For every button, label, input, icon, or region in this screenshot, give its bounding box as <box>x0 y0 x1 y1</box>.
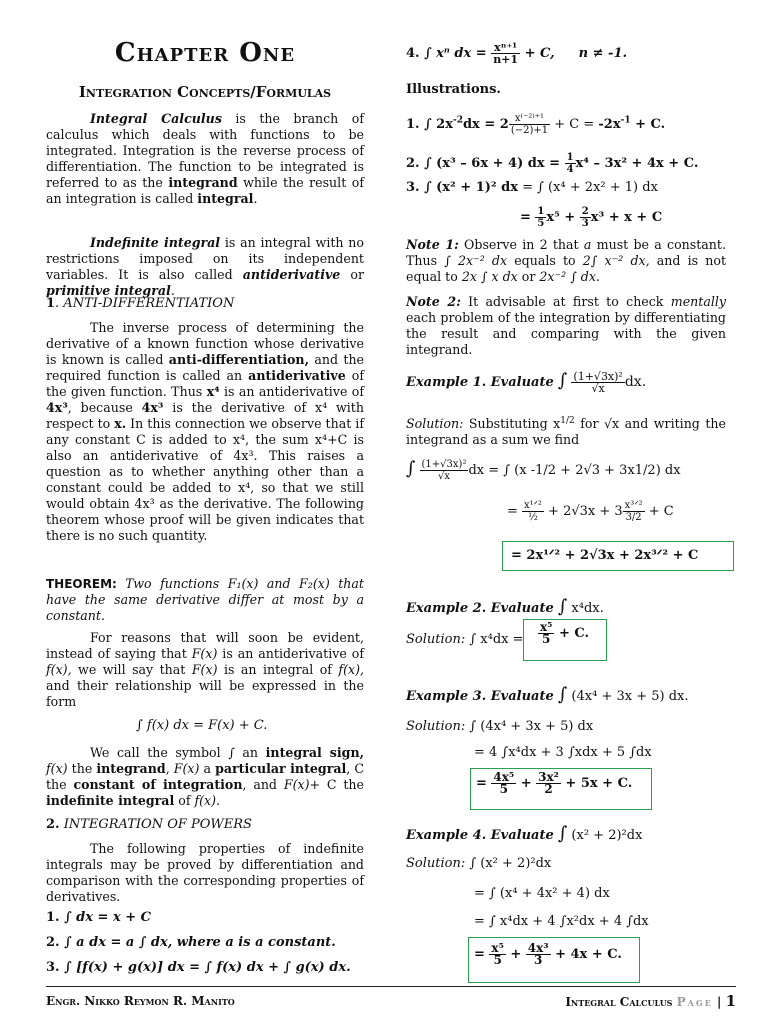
powers-paragraph: The following properties of indefinite integrals may be proved by differentiation and comparison with the corresponding properties of derivatives. <box>46 841 364 904</box>
illustration-3b: = $\frac{1}{5}$ x⁵ + $\frac{2}{3}$ x³ + x + C <box>520 206 663 229</box>
example-3-solution: Solution: ∫ (4x⁴ + 3x + 5) dx <box>406 719 594 734</box>
example-4-solution: Solution: ∫ (x² + 2)²dx <box>406 856 552 871</box>
example-1-heading: Example 1. Evaluate ∫ $\frac{\text{(1+√3x)²}}{√x}$ dx. <box>406 370 647 395</box>
illustrations-label: Illustrations. <box>406 82 501 97</box>
example-1-line-2: = $\frac{\text{x¹ᐟ²}}{\text{½}}$ + 2√3x + 3 $\frac{\text{x³ᐟ²}}{3/2}$ + C <box>507 500 674 523</box>
example-3-line-2: = 4 ∫x⁴dx + 3 ∫xdx + 5 ∫dx <box>474 745 652 760</box>
note-2: Note 2: It advisable at first to check mentally each problem of the integration by differentiating the result and comparing with the given integrand. <box>406 294 726 357</box>
section-1-heading: 1. ANTI-DIFFERENTIATION <box>46 296 235 311</box>
footer-page-info <box>565 992 736 1010</box>
illustration-3a: 3. ∫ (x² + 1)² dx = ∫ (x⁴ + 2x² + 1) dx <box>406 180 658 195</box>
illustration-2: 2. ∫ (x³ – 6x + 4) dx = $\frac{1}{4}$ x⁴ – 3x² + 4x + C. <box>406 152 699 175</box>
chapter-title: Chapter One <box>114 38 296 68</box>
example-2-answer: $\frac{\text{x⁵}}{5}$ + C. <box>540 620 590 646</box>
footer-page-number: 1 <box>725 992 736 1010</box>
example-2-heading: Example 2. Evaluate ∫ x⁴dx. <box>406 596 604 617</box>
example-4-heading: Example 4. Evaluate ∫ (x² + 2)²dx <box>406 823 643 844</box>
rule-1: 1. ∫ dx = x + C <box>46 910 151 925</box>
footer-rule <box>46 986 736 987</box>
anti-differentiation-paragraph: The inverse process of determining the derivative of a known function whose derivative is known is called anti-differentiation, and the required function is called an antiderivative of the given function. Thus x⁴ is an antiderivative of 4x³, because 4x³ is the derivative of x⁴ with respect to x. In this connection we observe that if any constant C is added to x⁴, the sum x⁴+C is also an antiderivative of 4x³. This raises a question as to whether anything other than a constant could be added to x⁴, so that we still would obtain 4x³ as the derivative. The following theorem whose proof will be given indicates that there is no such quantity. <box>46 320 365 543</box>
example-1-solution-text: Solution: Substituting $x^{1/2}$ for √x and writing the integrand as a sum we find <box>406 416 726 448</box>
rule-4: 4. ∫ xⁿ dx = $\frac{\text{xⁿ⁺¹}}{n+1}$ + C, n ≠ -1. <box>406 41 628 66</box>
section-2-heading: 2. INTEGRATION OF POWERS <box>46 817 252 832</box>
intro-paragraph: Integral Calculus is the branch of calculus which deals with functions to be integrated. Integration is the reverse process of differentiation. The function to be integrated is referred to as the integrand while the result of an integration is called integral. <box>46 111 364 206</box>
integral-symbol-paragraph: We call the symbol ∫ an integral sign, f(x) the integrand, F(x) a particular integral, C the constant of integration, and F(x)+ C the indefinite integral of f(x). <box>46 745 364 808</box>
rule-3: 3. ∫ [f(x) + g(x)] dx = ∫ f(x) dx + ∫ g(x) dx. <box>46 960 351 975</box>
section-title: Integration Concepts/Formulas <box>78 83 332 101</box>
example-4-line-3: = ∫ x⁴dx + 4 ∫x²dx + 4 ∫dx <box>474 914 649 929</box>
footer-separator: | <box>717 995 722 1009</box>
example-3-answer: = $\frac{\text{4x⁵}}{5}$ + $\frac{\text{3x²}}{2}$ + 5x + C. <box>476 770 633 796</box>
example-4-answer: = $\frac{\text{x⁵}}{5}$ + $\frac{\text{4x³}}{3}$ + 4x + C. <box>474 941 622 967</box>
footer-page-word: Page <box>676 995 713 1009</box>
example-4-line-2: = ∫ (x⁴ + 4x² + 4) dx <box>474 886 610 901</box>
indefinite-integral-paragraph: Indefinite integral is an integral with no restrictions imposed on its independent variables. It is also called antiderivative or primitive integral. <box>46 235 364 298</box>
example-1-answer: = 2x¹ᐟ² + 2√3x + 2x³ᐟ² + C <box>511 548 699 563</box>
reasons-paragraph: For reasons that will soon be evident, instead of saying that F(x) is an antiderivative of f(x), we will say that F(x) is an integral of f(x), and their relationship will be expressed in the form <box>46 630 364 709</box>
example-1-line-1: ∫ $\frac{\text{(1+√3x)²}}{√x}$ dx = ∫ (x -1/2 + 2√3 + 3x1/2) dx <box>406 458 681 482</box>
example-2-solution: Solution: ∫ x⁴dx = <box>406 632 524 647</box>
rule-2: 2. ∫ a dx = a ∫ dx, where a is a constant. <box>46 935 336 950</box>
footer-author: Engr. Nikko Reymon R. Manito <box>46 994 235 1008</box>
note-1: Note 1: Observe in 2 that a must be a constant. Thus ∫ 2x⁻² dx equals to 2∫ x⁻² dx, and is not equal to 2x ∫ x dx or 2x⁻² ∫ dx. <box>406 237 727 284</box>
illustration-1: 1. ∫ $2x^{-2}dx = 2$ $\frac{\text{x⁽⁻²⁾⁺¹}}{(-2)+1}$ + $C = -2x^{-1} + C$. <box>406 113 666 136</box>
integral-form-equation: ∫ f(x) dx = F(x) + C. <box>136 718 268 733</box>
example-3-heading: Example 3. Evaluate ∫ (4x⁴ + 3x + 5) dx. <box>406 684 689 705</box>
theorem-paragraph: THEOREM: Two functions F₁(x) and F₂(x) that have the same derivative differ at most by a constant. <box>46 576 364 623</box>
footer-course: Integral Calculus <box>565 995 673 1009</box>
